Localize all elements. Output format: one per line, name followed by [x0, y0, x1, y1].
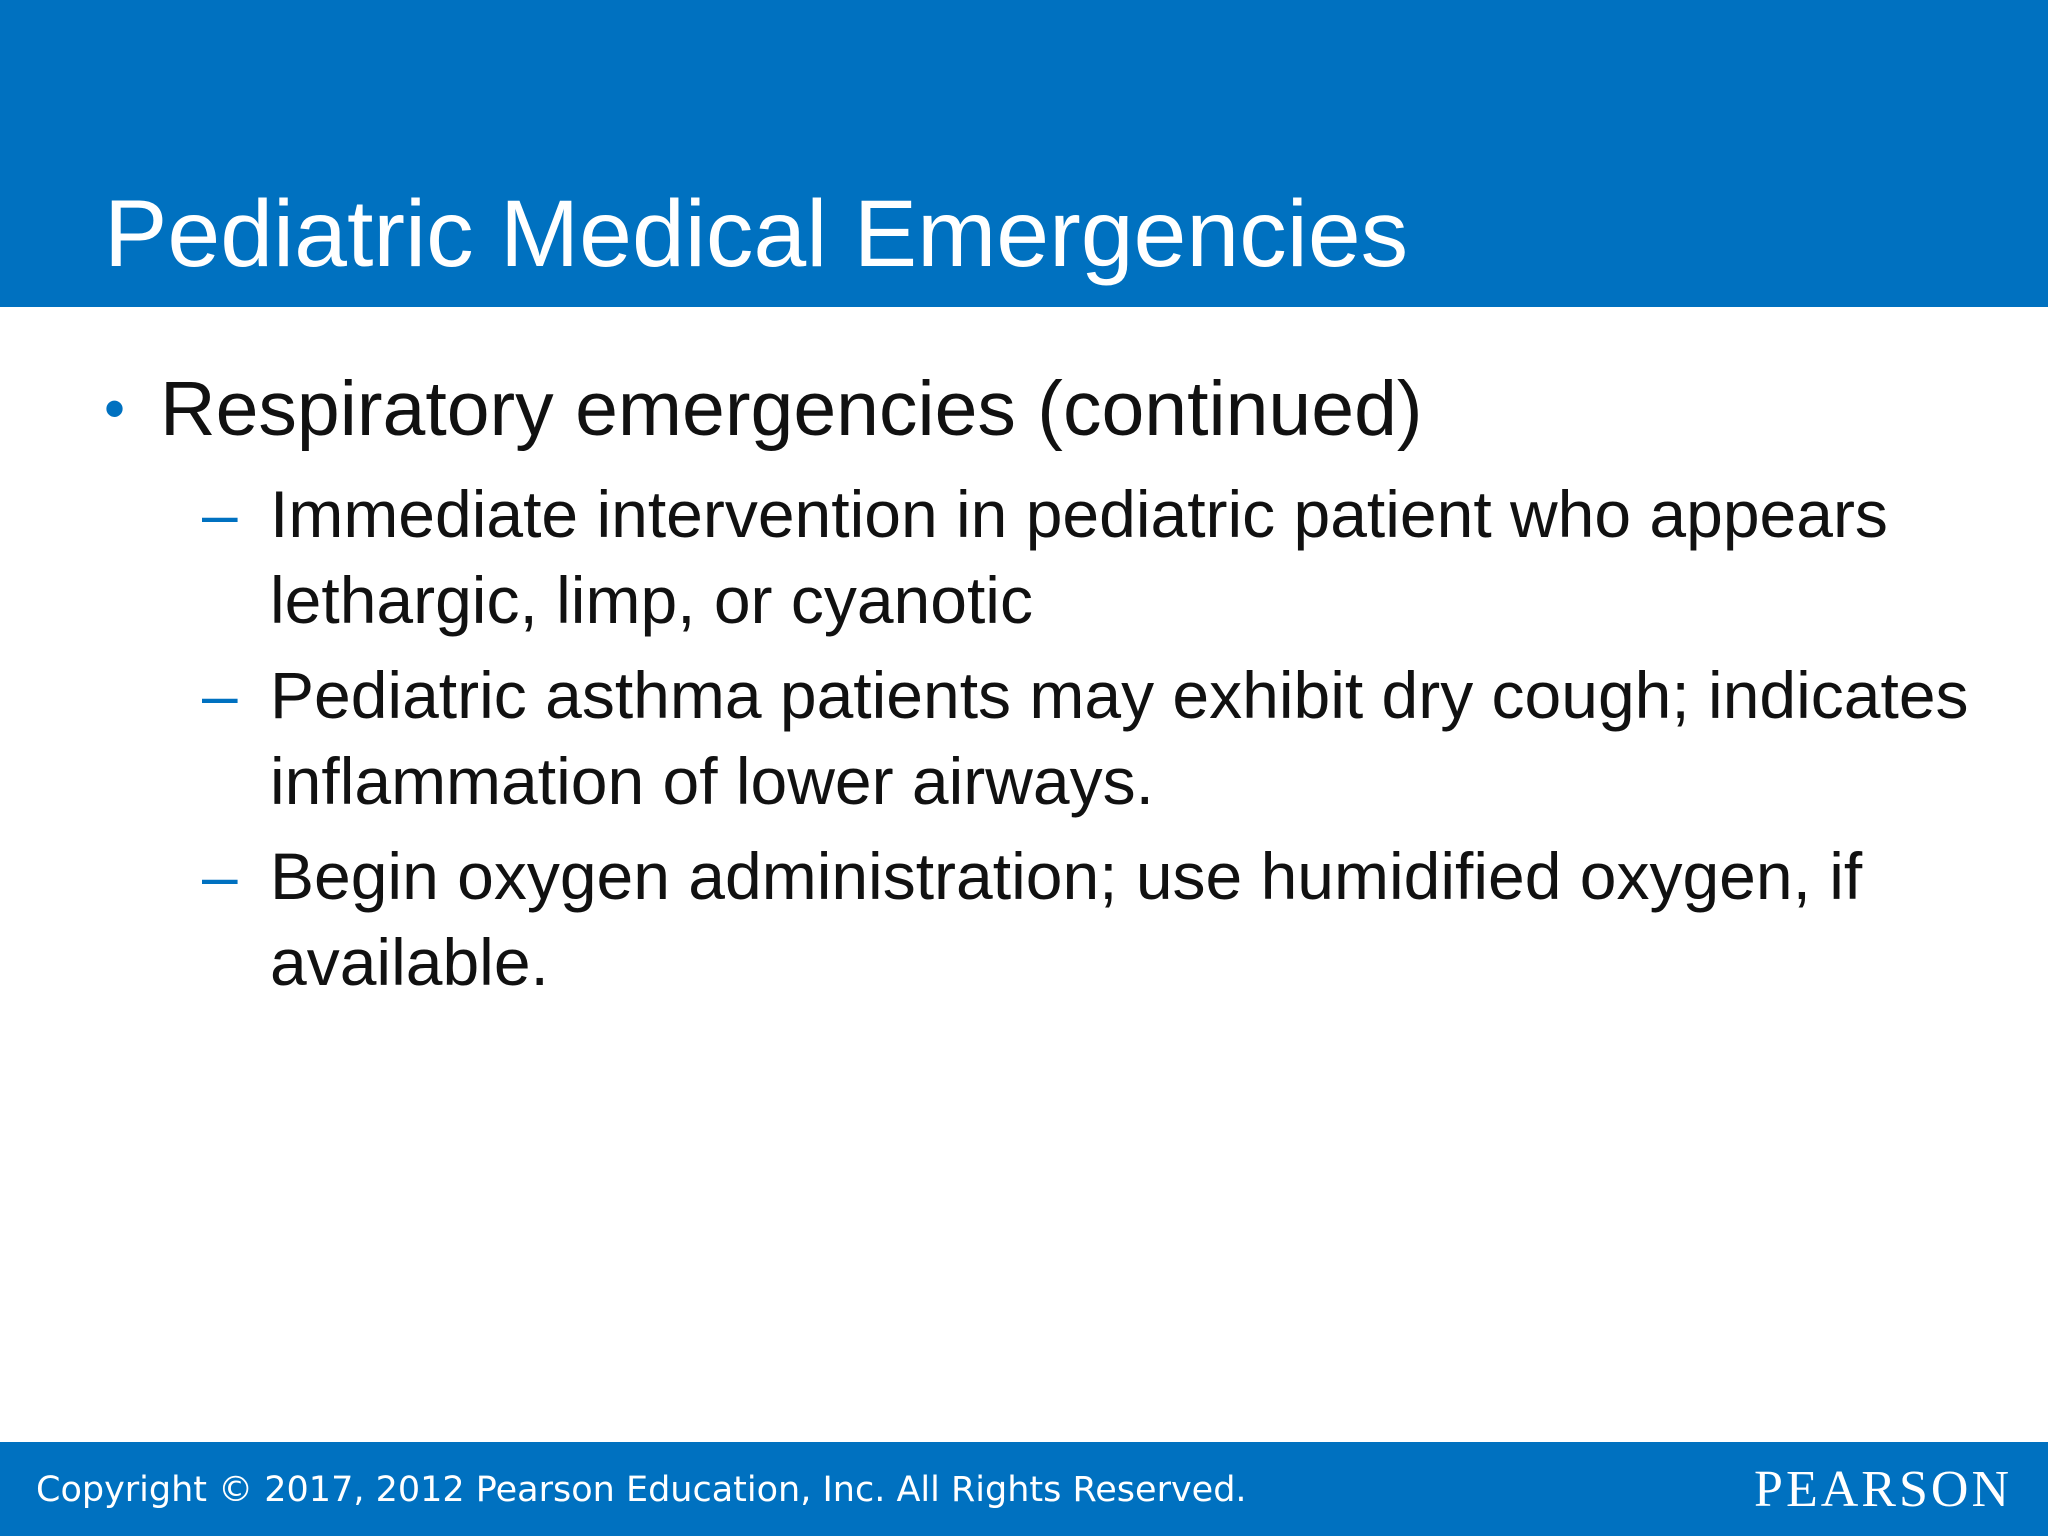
footer-bar — [0, 1442, 2048, 1536]
sub-bullet-text: Pediatric asthma patients may exhibit dry cough; indicates inflammation of lower airways. — [270, 658, 1969, 818]
dash-icon: – — [202, 659, 238, 731]
sub-bullet-text: Begin oxygen administration; use humidified oxygen, if available. — [270, 839, 1863, 999]
slide-title: Pediatric Medical Emergencies — [104, 181, 1409, 287]
dash-icon: – — [202, 478, 238, 550]
bullet-item — [104, 359, 2004, 459]
bullet-dot-icon: • — [104, 375, 126, 442]
bullet-text: Respiratory emergencies (continued) — [160, 366, 1423, 452]
sub-bullet-text: Immediate intervention in pediatric patient who appears lethargic, limp, or cyanotic — [270, 477, 1888, 637]
title-bar — [0, 0, 2048, 307]
copyright-text: Copyright © 2017, 2012 Pearson Education, Inc. All Rights Reserved. — [36, 1470, 1247, 1510]
slide-body — [0, 307, 2048, 1442]
dash-icon: – — [202, 840, 238, 912]
pearson-logo: PEARSON — [1754, 1461, 2012, 1518]
